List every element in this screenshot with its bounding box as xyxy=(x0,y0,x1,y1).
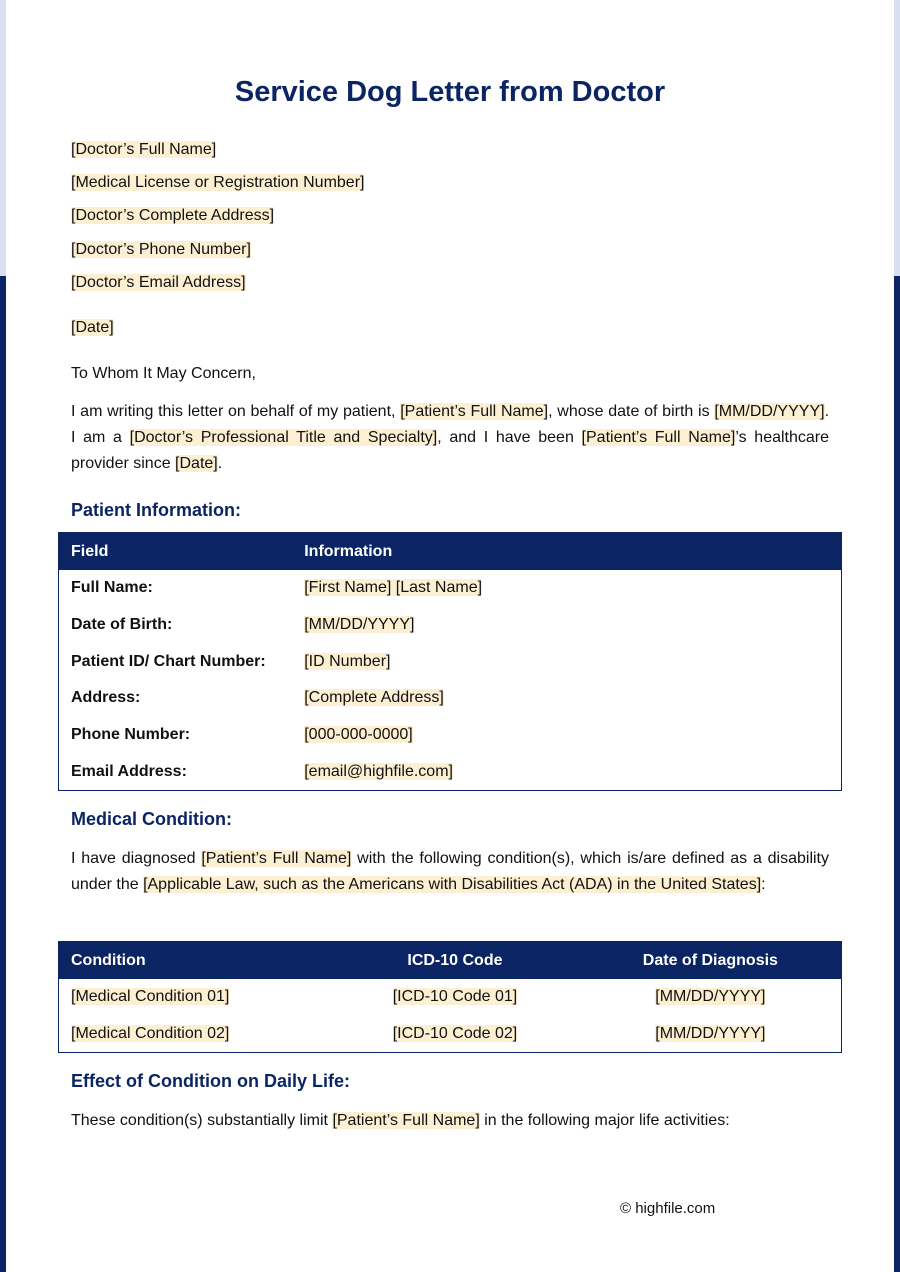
col-header-information: Information xyxy=(292,533,841,571)
doctor-name-line xyxy=(71,140,216,160)
intro-text-5: ’s healthcare provider since xyxy=(71,429,830,472)
page-edge-right xyxy=(894,276,900,1272)
row-label: Phone Number: xyxy=(71,726,191,744)
icd10-field: [ICD-10 Code 01] xyxy=(392,988,518,1006)
table-row xyxy=(59,570,842,607)
table-header-row xyxy=(59,533,842,571)
table-row xyxy=(59,1016,842,1053)
doctor-email-line xyxy=(71,273,246,293)
col-header-icd10: ICD-10 Code xyxy=(330,942,580,980)
row-label: Full Name: xyxy=(71,579,153,597)
doctor-address-line xyxy=(71,206,274,226)
salutation: To Whom It May Concern, xyxy=(71,365,256,382)
condition-cell xyxy=(59,1016,331,1053)
condition-cell xyxy=(59,979,331,1016)
icd10-cell xyxy=(330,979,580,1016)
since-date-field: [Date] xyxy=(175,455,218,472)
patient-name-field: [Patient’s Full Name] xyxy=(400,403,549,420)
row-value xyxy=(292,717,841,754)
email-field: [email@highfile.com] xyxy=(304,762,453,780)
doctor-email-field: [Doctor’s Email Address] xyxy=(71,274,246,291)
row-value xyxy=(292,607,841,644)
intro-text-3: . I am a xyxy=(71,403,830,446)
doctor-name-field: [Doctor’s Full Name] xyxy=(71,141,217,158)
date-field: [Date] xyxy=(71,319,114,336)
table-row xyxy=(59,979,842,1016)
diagnosis-date-field: [MM/DD/YYYY] xyxy=(655,988,766,1006)
title-specialty-field: [Doctor’s Professional Title and Specialty] xyxy=(129,429,438,446)
footer-copyright: © highfile.com xyxy=(620,1200,716,1217)
phone-field: [000-000-0000] xyxy=(304,726,413,744)
medical-text-1: I have diagnosed xyxy=(71,850,202,867)
col-header-field: Field xyxy=(59,533,293,571)
full-name-field: [First Name] [Last Name] xyxy=(304,579,483,597)
table-header-row xyxy=(59,942,842,980)
medical-condition-heading: Medical Condition: xyxy=(71,809,232,829)
condition-field: [Medical Condition 02] xyxy=(71,1025,230,1043)
col-header-condition: Condition xyxy=(59,942,331,980)
row-value xyxy=(292,570,841,607)
table-row xyxy=(59,753,842,790)
row-label: Date of Birth: xyxy=(71,616,173,634)
diagnosis-date-cell xyxy=(580,979,842,1016)
effect-text-2: in the following major life activities: xyxy=(479,1112,730,1129)
table-row xyxy=(59,680,842,717)
icd10-field: [ICD-10 Code 02] xyxy=(392,1025,518,1043)
row-label: Email Address: xyxy=(71,762,187,780)
diagnosis-date-field: [MM/DD/YYYY] xyxy=(655,1025,766,1043)
row-label: Patient ID/ Chart Number: xyxy=(71,652,266,670)
patient-name-field-3: [Patient’s Full Name] xyxy=(201,850,352,867)
row-label: Address: xyxy=(71,689,141,707)
intro-paragraph xyxy=(71,399,829,477)
table-row xyxy=(59,643,842,680)
effect-paragraph xyxy=(71,1108,829,1134)
conditions-table xyxy=(58,941,842,1053)
patient-info-table xyxy=(58,532,842,791)
effect-heading: Effect of Condition on Daily Life: xyxy=(71,1071,350,1091)
diagnosis-date-cell xyxy=(580,1016,842,1053)
intro-text-2: , whose date of birth is xyxy=(548,403,715,420)
row-value xyxy=(292,680,841,717)
patient-id-field: [ID Number] xyxy=(304,652,391,670)
page-edge-left xyxy=(0,276,6,1272)
row-value xyxy=(292,643,841,680)
row-value xyxy=(292,753,841,790)
address-field: [Complete Address] xyxy=(304,689,444,707)
patient-name-field-4: [Patient’s Full Name] xyxy=(332,1112,480,1129)
condition-field: [Medical Condition 01] xyxy=(71,988,230,1006)
intro-text-4: , and I have been xyxy=(437,429,582,446)
icd10-cell xyxy=(330,1016,580,1053)
intro-text-1: I am writing this letter on behalf of my patient, xyxy=(71,403,401,420)
table-row xyxy=(59,607,842,644)
medical-text-2: with the following condition(s), which is/are defined as a disability under the xyxy=(71,850,829,893)
dob-field: [MM/DD/YYYY] xyxy=(714,403,825,420)
table-row xyxy=(59,717,842,754)
medical-text-3: : xyxy=(761,876,766,893)
patient-name-field-2: [Patient’s Full Name] xyxy=(581,429,736,446)
page-title: Service Dog Letter from Doctor xyxy=(234,76,666,108)
col-header-date-of-diagnosis: Date of Diagnosis xyxy=(580,942,842,980)
applicable-law-field: [Applicable Law, such as the Americans with Disabilities Act (ADA) in the United States] xyxy=(143,876,762,893)
doctor-license-field: [Medical License or Registration Number] xyxy=(71,174,365,191)
medical-paragraph xyxy=(71,846,829,898)
date-line xyxy=(71,318,114,338)
page-edge-right-top xyxy=(894,0,900,276)
dob-value-field: [MM/DD/YYYY] xyxy=(304,616,415,634)
effect-text-1: These condition(s) substantially limit xyxy=(71,1112,333,1129)
doctor-address-field: [Doctor’s Complete Address] xyxy=(71,207,275,224)
doctor-phone-line xyxy=(71,240,251,260)
patient-info-heading: Patient Information: xyxy=(71,500,241,520)
doctor-phone-field: [Doctor’s Phone Number] xyxy=(71,241,251,258)
page-edge-left-top xyxy=(0,0,6,276)
intro-text-6: . xyxy=(217,455,223,472)
doctor-license-line xyxy=(71,173,364,193)
